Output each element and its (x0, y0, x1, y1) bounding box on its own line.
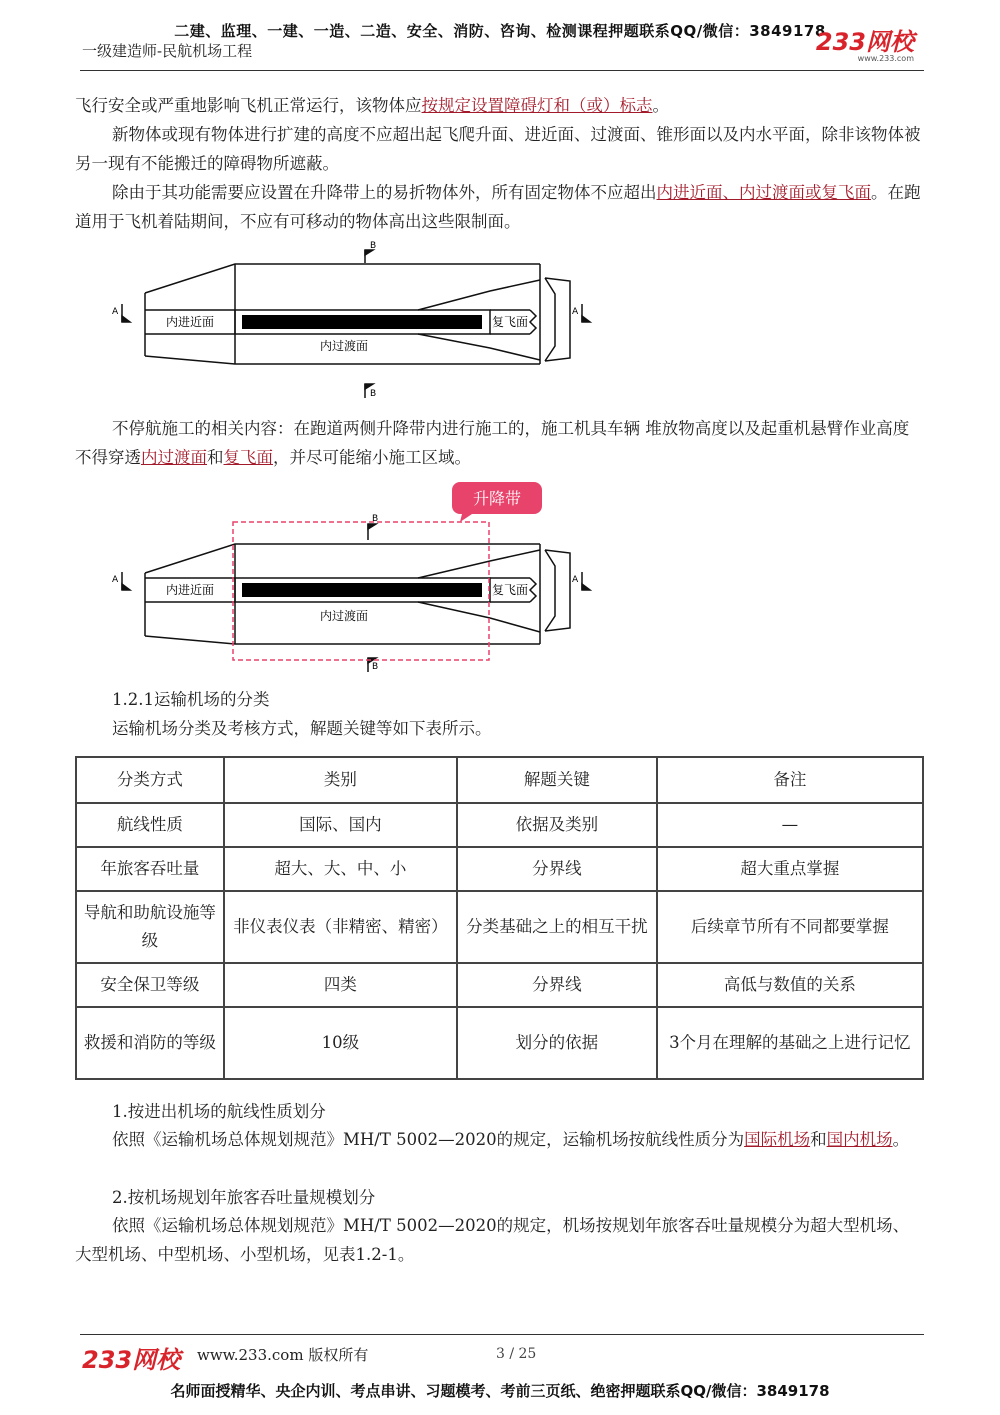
label-balked-landing-1: 复飞面 (491, 315, 529, 329)
table-row: 救援和消防的等级 10级 划分的依据 3个月在理解的基础之上进行记忆 (76, 1007, 923, 1079)
header-subtitle: 一级建造师-民航机场工程 (82, 42, 253, 60)
svg-text:A: A (112, 575, 119, 585)
highlight-surfaces: 内进近面、内过渡面或复飞面 (656, 183, 871, 202)
svg-text:B: B (372, 514, 379, 524)
section-title: 1.2.1运输机场的分类 (112, 690, 270, 709)
item-2-title: 2.按机场规划年旅客吞吐量规模划分 (112, 1188, 376, 1207)
callout-bubble (452, 482, 542, 522)
page-number: 3 / 25 (496, 1346, 537, 1362)
svg-text:A: A (572, 307, 579, 317)
table-intro: 运输机场分类及考核方式，解题关键等如下表所示。 (112, 719, 492, 738)
table-header-cell: 类别 (224, 757, 457, 803)
paragraph-1: 飞行安全或严重地影响飞机正常运行，该物体应按规定设置障碍灯和（或）标志。 (75, 96, 669, 115)
svg-text:B: B (370, 241, 377, 251)
highlight-balked-landing: 复飞面 (223, 448, 273, 467)
paragraph-3: 除由于其功能需要应设置在升降带上的易折物体外，所有固定物体不应超出内进近面、内过渡面或复飞面。在跑道用于飞机着陆期间，不应有可移动的物体高出这些限制面。 (75, 183, 921, 231)
svg-text:B: B (372, 662, 379, 672)
paragraph-4: 不停航施工的相关内容：在跑道两侧升降带内进行施工的，施工机具车辆 堆放物高度以及起重机悬臂作业高度不得穿透内过渡面和复飞面，并尽可能缩小施工区域。 (75, 419, 910, 467)
svg-text:B: B (370, 389, 377, 398)
header-contact-line: 二建、监理、一建、一造、二造、安全、消防、咨询、检测课程押题联系QQ/微信：3849178 (174, 22, 826, 40)
footer-logo: 233网校 (82, 1346, 181, 1374)
footer-contact-line: 名师面授精华、央企内训、考点串讲、习题模考、考前三页纸、绝密押题联系QQ/微信：3849178 (170, 1382, 830, 1400)
runway-surfaces-diagram-1 (100, 238, 600, 398)
item-1-text: 依照《运输机场总体规划规范》MH/T 5002—2020的规定，运输机场按航线性质分为国际机场和国内机场。 (112, 1130, 910, 1149)
table-header-cell: 解题关键 (457, 757, 657, 803)
table-header-cell: 分类方式 (76, 757, 224, 803)
item-2-text: 依照《运输机场总体规划规范》MH/T 5002—2020的规定，机场按规划年旅客吞吐量规模分为超大型机场、大型机场、中型机场、小型机场，见表1.2-1。 (75, 1216, 910, 1264)
table-header-cell: 备注 (657, 757, 923, 803)
brand-logo: 233网校 www.233.com (815, 28, 914, 63)
svg-text:A: A (572, 575, 579, 585)
footer-divider (80, 1334, 924, 1335)
callout-runway-strip: 升降带 (472, 489, 522, 508)
footer-copyright: www.233.com 版权所有 (197, 1346, 369, 1364)
paragraph-2: 新物体或现有物体进行扩建的高度不应超出起飞爬升面、进近面、过渡面、锥形面以及内水平面，除非该物体被另一现有不能搬迁的障碍物所遮蔽。 (75, 125, 921, 173)
label-inner-approach-2: 内进近面 (165, 583, 215, 597)
label-inner-approach-1: 内进近面 (165, 315, 215, 329)
runway-strip-diagram-2 (100, 478, 600, 678)
airport-classification-table (75, 756, 924, 1080)
label-balked-landing-2: 复飞面 (491, 583, 529, 597)
label-inner-transition-2: 内过渡面 (319, 609, 369, 623)
highlight-domestic: 国内机场 (826, 1130, 893, 1149)
svg-text:A: A (112, 307, 119, 317)
highlight-obstacle-lights: 按规定设置障碍灯和（或）标志 (421, 96, 653, 115)
highlight-international: 国际机场 (744, 1130, 811, 1149)
header-divider (80, 70, 924, 71)
label-inner-transition-1: 内过渡面 (319, 339, 369, 353)
item-1-title: 1.按进出机场的航线性质划分 (112, 1102, 326, 1121)
highlight-inner-transition: 内过渡面 (141, 448, 207, 467)
table-row: 导航和助航设施等级 非仪表仪表（非精密、精密） 分类基础之上的相互干扰 后续章节所有不同都要掌握 (76, 891, 923, 963)
table-row: 安全保卫等级 四类 分界线 高低与数值的关系 (76, 963, 923, 1007)
table-row: 航线性质 国际、国内 依据及类别 — (76, 803, 923, 847)
table-row: 年旅客吞吐量 超大、大、中、小 分界线 超大重点掌握 (76, 847, 923, 891)
